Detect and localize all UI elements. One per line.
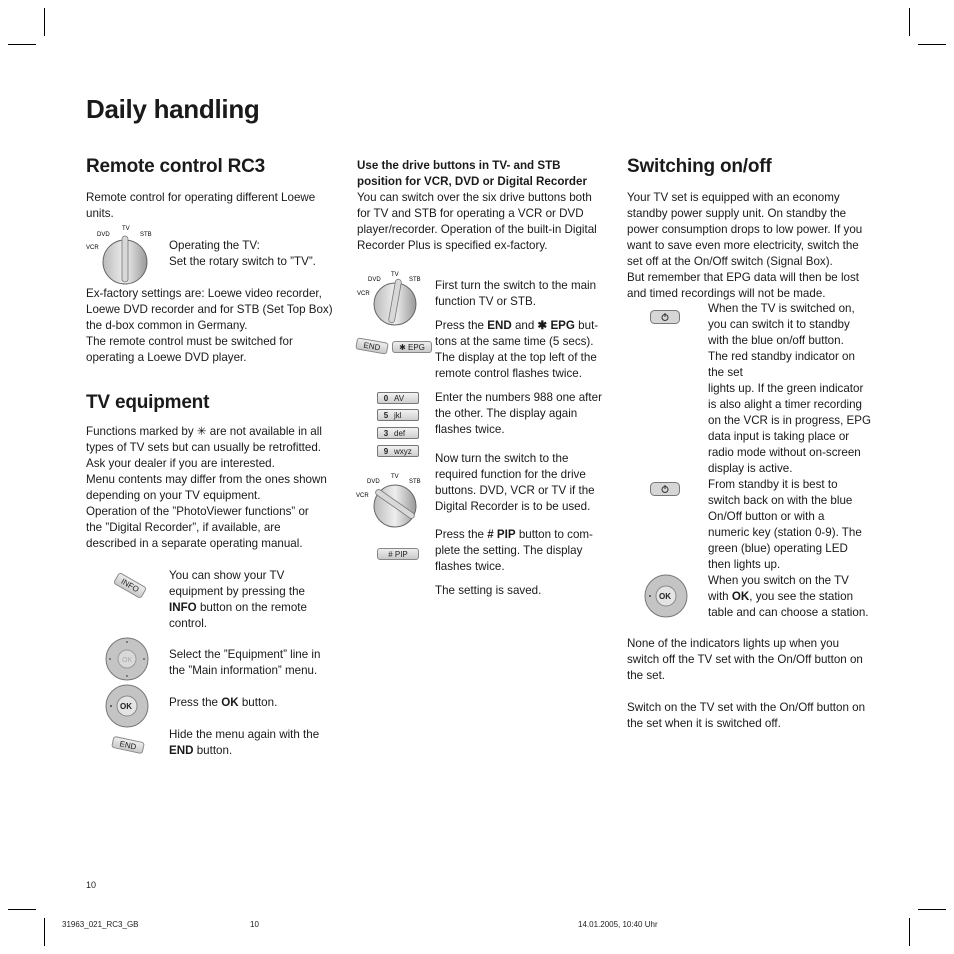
crop-mark	[8, 909, 36, 910]
rotary-switch-icon	[355, 268, 427, 332]
page-title: Daily handling	[86, 94, 260, 124]
crop-mark	[44, 918, 45, 946]
svg-text:DVD: DVD	[367, 479, 380, 485]
tv-equipment-text: Functions marked by ✳ are not available in all types of TV sets but can usually be retrofitted. Ask your dealer if you are interested. Menu contents may differ from the ones shown depending on your TV equipment. Operation of the ”PhotoViewer functions” or the ”Digital Recorder”, if available, are described in a separate operating manual.	[86, 425, 327, 550]
footer-date: 14.01.2005, 10:40 Uhr	[578, 920, 658, 929]
crop-mark	[909, 918, 910, 946]
remote-intro: Remote control for operating different Loewe units.	[86, 191, 316, 220]
remote-heading: Remote control RC3	[86, 156, 266, 177]
crop-mark	[909, 8, 910, 36]
press-ok-text: Press the OK button.	[169, 696, 278, 709]
standby-text: When the TV is switched on, you can switch it to standby with the blue on/off button. The red standby indicator on the set lights up. If the green indicator is also alight a timer recording on the VCR is in progress, EPG data input is taking place or radio mode without on-screen display is active.	[708, 302, 872, 475]
setting-saved-text: The setting is saved.	[435, 584, 542, 597]
none-indicators-text: None of the indicators lights up when you switch off the TV set with the On/Off button on the set.	[627, 637, 863, 682]
exfactory-text: Ex-factory settings are: Loewe video recorder, Loewe DVD recorder and for STB (Set Top Box) the d-box common in Germany. The remote control must be switched for operating a Loewe DVD player.	[86, 287, 333, 364]
number-key-0-icon: 0 AV	[377, 392, 419, 404]
from-standby-text: From standby it is best to switch back on with the blue On/Off button or with a numeric key (station 0-9). The green (blue) operating LED then lights up.	[708, 478, 862, 571]
footer-page: 10	[250, 920, 259, 929]
tv-equipment-heading: TV equipment	[86, 392, 210, 413]
epg-key-icon: ✱ EPG	[392, 341, 432, 353]
svg-text:DVD: DVD	[368, 277, 381, 283]
step-turn-switch: First turn the switch to the main function TV or STB.	[435, 279, 597, 308]
svg-text:VCR: VCR	[357, 291, 370, 297]
switch-on-text: Switch on the TV set with the On/Off button on the set when it is switched off.	[627, 701, 866, 730]
end-key-icon: END	[355, 337, 389, 354]
ok-button-icon	[644, 574, 688, 618]
switch-label-dvd: DVD	[97, 232, 110, 238]
ok-station-text: When you switch on the TV with OK, you see the station table and can choose a station.	[708, 574, 869, 619]
switch-label-stb: STB	[140, 232, 152, 238]
svg-text:VCR: VCR	[356, 493, 369, 499]
rotary-switch-icon	[84, 222, 160, 290]
step-press-end-epg: Press the END and ✱ EPG but- tons at the same time (5 secs). The display at the top left of the remote control flashes twice.	[435, 319, 599, 380]
drive-lead: Use the drive buttons in TV- and STB position for VCR, DVD or Digital Recorder You can switch over the six drive buttons both for TV and STB for operating a VCR or DVD player/recorder. Operation of the built-in Digital Recorder Plus is specified ex-factory.	[357, 159, 597, 252]
crop-mark	[918, 44, 946, 45]
svg-text:TV: TV	[391, 474, 399, 480]
ok-button-icon	[105, 684, 149, 728]
switch-label-tv: TV	[122, 226, 130, 232]
crop-mark	[44, 8, 45, 36]
select-equipment-text: Select the ”Equipment” line in the ”Main information” menu.	[169, 648, 321, 677]
svg-text:OK: OK	[659, 592, 671, 601]
rotary-switch-icon	[355, 470, 427, 534]
number-key-5-icon: 5 jkl	[377, 409, 419, 421]
number-key-3-icon: 3 def	[377, 427, 419, 439]
switching-heading: Switching on/off	[627, 156, 772, 177]
svg-text:OK: OK	[120, 702, 132, 711]
step-turn-to-drive: Now turn the switch to the required function for the drive buttons. DVD, VCR or TV if the Digital Recorder is to be used.	[435, 452, 595, 513]
svg-text:TV: TV	[391, 272, 399, 278]
step-enter-numbers: Enter the numbers 988 one after the other. The display again flashes twice.	[435, 391, 602, 436]
switch-label-vcr: VCR	[86, 245, 99, 251]
end-key-icon: END	[111, 736, 145, 754]
crop-mark	[918, 909, 946, 910]
crop-mark	[8, 44, 36, 45]
navigation-ring-icon	[105, 637, 149, 681]
svg-text:STB: STB	[409, 277, 421, 283]
power-button-icon	[650, 310, 680, 324]
switching-intro: Your TV set is equipped with an economy standby power supply unit. On standby the power consumption drops to low power. If you want to save even more electricity, switch the set off at the On/Off switch (Signal Box). But remember that EPG data will then be lost and timed recordings will not be made.	[627, 191, 863, 300]
hide-menu-text: Hide the menu again with the END button.	[169, 728, 320, 757]
info-text: You can show your TV equipment by pressing the INFO button on the remote control.	[169, 569, 307, 630]
svg-text:OK: OK	[122, 657, 133, 664]
operating-tv-text: Operating the TV: Set the rotary switch to ”TV”.	[169, 239, 316, 268]
page-number: 10	[86, 880, 97, 890]
power-button-icon	[650, 482, 680, 496]
svg-text:STB: STB	[409, 479, 421, 485]
footer-filename: 31963_021_RC3_GB	[62, 920, 139, 929]
step-press-pip: Press the # PIP button to com- plete the setting. The display flashes twice.	[435, 528, 593, 573]
pip-key-icon: # PIP	[377, 548, 419, 560]
number-key-9-icon: 9 wxyz	[377, 445, 419, 457]
info-key-icon: INFO	[113, 572, 147, 599]
